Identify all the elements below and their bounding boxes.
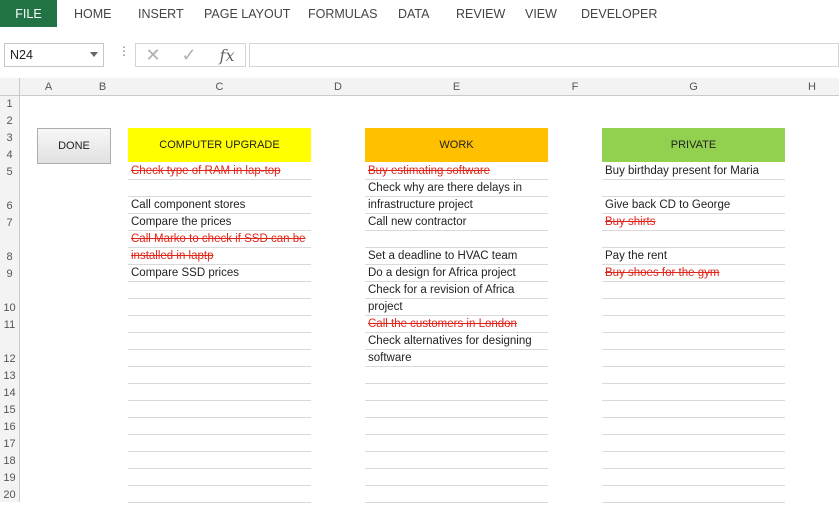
header-computer-upgrade: COMPUTER UPGRADE <box>128 128 311 162</box>
cell-border <box>602 332 785 333</box>
row-header[interactable]: 12 <box>0 332 20 366</box>
task-work[interactable]: project <box>368 301 403 313</box>
column-header-a[interactable]: A <box>20 78 77 96</box>
row-header[interactable]: 5 <box>0 162 20 179</box>
cell-border <box>128 502 311 503</box>
cell-border <box>128 298 311 299</box>
column-header-b[interactable]: B <box>77 78 128 96</box>
row-header[interactable]: 18 <box>0 451 20 468</box>
cell-border <box>602 383 785 384</box>
cell-border <box>365 451 548 452</box>
cell-border <box>128 451 311 452</box>
task-computer[interactable]: installed in laptp <box>131 250 214 262</box>
tab-view[interactable]: VIEW <box>525 6 557 21</box>
row-header[interactable]: 9 <box>0 264 20 281</box>
task-computer[interactable]: Call component stores <box>131 199 246 211</box>
tab-page-layout[interactable]: PAGE LAYOUT <box>204 6 291 21</box>
task-work[interactable]: infrastructure project <box>368 199 473 211</box>
cell-border <box>602 468 785 469</box>
name-box[interactable] <box>4 43 104 67</box>
cell-border <box>602 400 785 401</box>
task-private[interactable]: Buy birthday present for Maria <box>605 165 760 177</box>
cell-border <box>128 434 311 435</box>
cell-border <box>128 383 311 384</box>
tab-review[interactable]: REVIEW <box>456 6 506 21</box>
row-header[interactable]: 4 <box>0 145 20 162</box>
task-work[interactable]: Set a deadline to HVAC team <box>368 250 518 262</box>
task-work[interactable]: Call the customers in London <box>368 318 517 330</box>
tab-developer[interactable]: DEVELOPER <box>581 6 658 21</box>
cell-border <box>365 502 548 503</box>
task-work[interactable]: Call new contractor <box>368 216 467 228</box>
task-computer[interactable]: Call Marko to check if SSD can be <box>131 233 306 245</box>
enter-icon[interactable]: ✓ <box>181 44 197 65</box>
column-header-h[interactable]: H <box>785 78 839 96</box>
row-header[interactable]: 10 <box>0 281 20 315</box>
row-header[interactable]: 19 <box>0 468 20 485</box>
row-header[interactable]: 20 <box>0 485 20 502</box>
cell-border <box>365 468 548 469</box>
task-work[interactable]: Check why are there delays in <box>368 182 523 194</box>
column-header-f[interactable]: F <box>548 78 602 96</box>
column-header-d[interactable]: D <box>311 78 365 96</box>
insert-function-icon[interactable]: fx <box>219 45 235 65</box>
column-header-e[interactable]: E <box>365 78 548 96</box>
row-header[interactable]: 17 <box>0 434 20 451</box>
task-computer[interactable]: Compare the prices <box>131 216 232 228</box>
cell-border <box>128 315 311 316</box>
ribbon <box>0 0 839 27</box>
row-header[interactable]: 3 <box>0 128 20 145</box>
cell-border <box>128 349 311 350</box>
task-private[interactable]: Give back CD to George <box>605 199 731 211</box>
row-header[interactable]: 14 <box>0 383 20 400</box>
header-private: PRIVATE <box>602 128 785 162</box>
cell-border <box>128 417 311 418</box>
cell-border <box>602 298 785 299</box>
cell-border <box>365 383 548 384</box>
row-header[interactable]: 11 <box>0 315 20 332</box>
cell-border <box>128 332 311 333</box>
select-all-corner[interactable] <box>0 78 20 96</box>
task-work[interactable]: Buy estimating software <box>368 165 491 177</box>
task-work[interactable]: Check alternatives for designing <box>368 335 532 347</box>
row-header[interactable]: 15 <box>0 400 20 417</box>
tab-insert[interactable]: INSERT <box>138 6 184 21</box>
formula-input[interactable] <box>249 43 839 67</box>
done-button[interactable]: DONE <box>37 128 111 164</box>
chevron-down-icon[interactable] <box>90 52 98 57</box>
formula-bar <box>0 40 839 72</box>
row-header[interactable]: 13 <box>0 366 20 383</box>
task-work[interactable]: software <box>368 352 412 364</box>
drag-handle-icon[interactable]: ⋮ <box>118 44 130 58</box>
cell-border <box>365 485 548 486</box>
cell-border <box>365 434 548 435</box>
row-header[interactable]: 2 <box>0 111 20 128</box>
cell-border <box>602 485 785 486</box>
cell-border <box>602 451 785 452</box>
tab-data[interactable]: DATA <box>398 6 430 21</box>
row-header[interactable]: 8 <box>0 230 20 264</box>
row-header[interactable]: 16 <box>0 417 20 434</box>
row-header[interactable]: 1 <box>0 96 20 111</box>
cell-border <box>602 366 785 367</box>
cell-border <box>602 417 785 418</box>
column-header-c[interactable]: C <box>128 78 311 96</box>
task-computer[interactable]: Compare SSD prices <box>131 267 240 279</box>
cell-border <box>365 400 548 401</box>
task-work[interactable]: Check for a revision of Africa <box>368 284 515 296</box>
name-box-value: N24 <box>10 48 33 62</box>
formula-buttons <box>135 43 246 67</box>
cell-border <box>128 366 311 367</box>
header-work: WORK <box>365 128 548 162</box>
task-work[interactable]: Do a design for Africa project <box>368 267 516 279</box>
cell-border <box>602 349 785 350</box>
cell-border <box>128 468 311 469</box>
cell-border <box>365 417 548 418</box>
tab-file[interactable]: FILE <box>0 0 57 27</box>
task-private[interactable]: Buy shirts <box>605 216 656 228</box>
cancel-icon[interactable]: ✕ <box>145 44 161 65</box>
cell-border <box>602 502 785 503</box>
column-header-g[interactable]: G <box>602 78 785 96</box>
tab-home[interactable]: HOME <box>74 6 112 21</box>
cell-border <box>128 400 311 401</box>
task-computer[interactable]: Check type of RAM in lap-top <box>131 165 281 177</box>
task-private[interactable]: Pay the rent <box>605 250 668 262</box>
row-header[interactable]: 6 <box>0 179 20 213</box>
tab-formulas[interactable]: FORMULAS <box>308 6 378 21</box>
row-header[interactable]: 7 <box>0 213 20 230</box>
cell-border <box>602 315 785 316</box>
cell-border <box>602 434 785 435</box>
task-private[interactable]: Buy shoes for the gym <box>605 267 720 279</box>
cell-border <box>128 485 311 486</box>
